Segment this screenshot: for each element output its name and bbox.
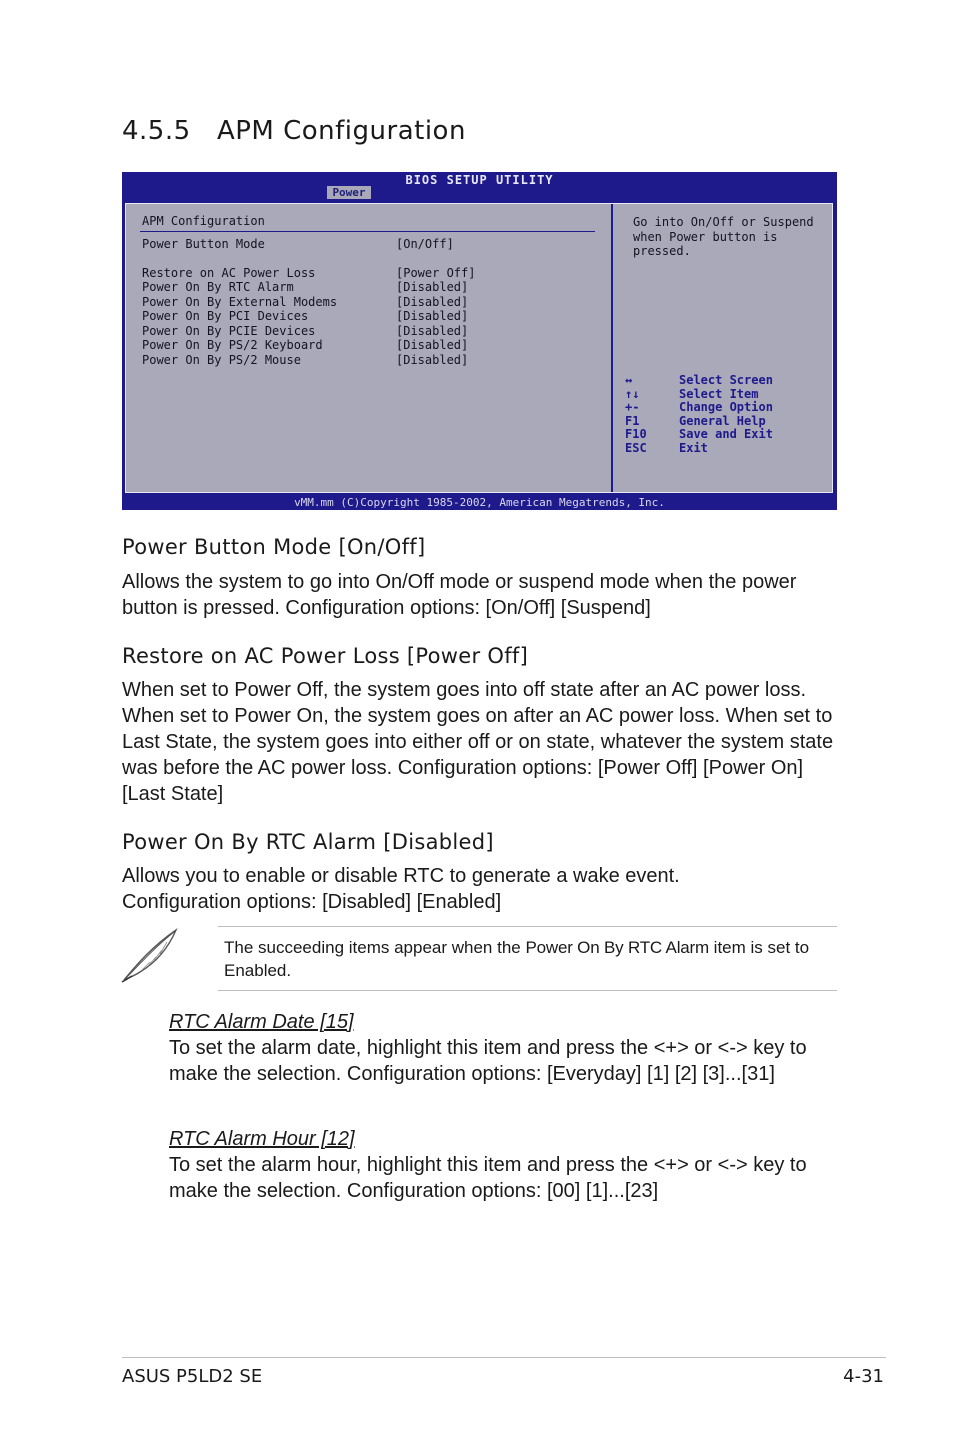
power-button-heading: Power Button Mode [On/Off] bbox=[122, 535, 426, 559]
bios-copyright: vMM.mm (C)Copyright 1985-2002, American Megatrends, Inc. bbox=[294, 496, 665, 509]
restore-ac-heading: Restore on AC Power Loss [Power Off] bbox=[122, 644, 529, 668]
note-text-before: The succeeding items appear when the bbox=[224, 938, 526, 957]
bios-help-pane bbox=[611, 204, 834, 492]
bios-setting-power-button-mode[interactable] bbox=[142, 237, 475, 252]
bios-setting-value: [Disabled] bbox=[396, 323, 469, 338]
bios-setting-label: Power On By PCIE Devices bbox=[142, 323, 316, 338]
power-button-body: Allows the system to go into On/Off mode or suspend mode when the power button is pressed. Configuration options: [On/Off] [Suspend] bbox=[122, 571, 797, 619]
rtc-date-title: RTC Alarm Date [15] bbox=[169, 1011, 354, 1033]
rtc-hour-block bbox=[169, 1126, 829, 1204]
bios-tab-power[interactable]: Power bbox=[327, 186, 371, 199]
bios-heading: APM Configuration bbox=[142, 214, 265, 228]
bios-key-symbol: +- bbox=[625, 400, 640, 414]
bios-key-symbol: F10 bbox=[625, 427, 647, 441]
bios-setting-value: [Disabled] bbox=[396, 309, 469, 323]
bios-key-action: General Help bbox=[679, 413, 766, 428]
bios-key-exit bbox=[625, 442, 773, 456]
bios-setting-label: Power On By PS/2 Mouse bbox=[142, 352, 301, 367]
bios-key-action: Select Item bbox=[679, 386, 759, 401]
bios-setting-pcie-devices[interactable] bbox=[142, 324, 475, 339]
bios-key-symbol: F1 bbox=[625, 413, 640, 428]
bios-key-select-item bbox=[625, 388, 773, 402]
restore-ac-body: When set to Power Off, the system goes into off state after an AC power loss. When set to Power On, the system goes on after an AC power loss. When set to Last State, the system goes into either off or on state, whatever the system state was before the AC power loss. Configuration options: [Power Off] [Power On] [Last State] bbox=[122, 679, 834, 805]
section-title-text: APM Configuration bbox=[216, 116, 466, 146]
bios-setting-ps2-keyboard[interactable] bbox=[142, 338, 475, 353]
bios-key-symbol: ↔ bbox=[625, 373, 633, 387]
rtc-date-block bbox=[169, 1009, 829, 1087]
rtc-alarm-body bbox=[122, 863, 842, 915]
bios-key-change-option bbox=[625, 401, 773, 415]
section-number: 4.5.5 bbox=[122, 116, 191, 146]
bios-setting-value: [Disabled] bbox=[396, 352, 469, 367]
rtc-date-body: To set the alarm date, highlight this item and press the <+> or <-> key to make the selection. Configuration options: [Everyday] [1] [2] [3]...[31] bbox=[169, 1037, 807, 1085]
rtc-alarm-body-line1: Allows you to enable or disable RTC to generate a wake event. bbox=[122, 865, 680, 887]
bios-setting-ps2-mouse[interactable] bbox=[142, 353, 475, 368]
bios-setting-external-modems[interactable] bbox=[142, 295, 475, 310]
bios-setting-label: Power On By External Modems bbox=[142, 294, 338, 309]
note-text bbox=[224, 936, 829, 982]
quill-pen-icon bbox=[120, 926, 180, 984]
section-title bbox=[122, 116, 466, 146]
bios-setting-label: Power Button Mode bbox=[142, 237, 265, 251]
footer-page-number: 4-31 bbox=[843, 1366, 884, 1387]
footer-product: ASUS P5LD2 SE bbox=[122, 1366, 263, 1387]
bios-settings-list bbox=[142, 237, 475, 367]
bios-key-action: Save and Exit bbox=[679, 427, 773, 441]
bios-main-panel bbox=[125, 203, 833, 493]
rtc-alarm-heading: Power On By RTC Alarm [Disabled] bbox=[122, 830, 494, 854]
bios-key-save-exit bbox=[625, 428, 773, 442]
bios-key-action: Select Screen bbox=[679, 373, 773, 387]
bios-key-action: Exit bbox=[679, 440, 708, 455]
bios-divider bbox=[140, 231, 595, 232]
bios-help-text: Go into On/Off or Suspend when Power button is pressed. bbox=[633, 215, 814, 258]
bios-setting-label: Power On By RTC Alarm bbox=[142, 280, 294, 294]
bios-key-action: Change Option bbox=[679, 400, 773, 414]
rtc-hour-title: RTC Alarm Hour [12] bbox=[169, 1128, 355, 1150]
rtc-hour-body: To set the alarm hour, highlight this item and press the <+> or <-> key to make the selection. Configuration options: [00] [1]...[23] bbox=[169, 1154, 807, 1202]
bios-key-general-help bbox=[625, 415, 773, 429]
bios-key-symbol: ESC bbox=[625, 440, 647, 455]
bios-key-select-screen bbox=[625, 374, 773, 388]
bios-setting-restore-ac[interactable] bbox=[142, 266, 475, 281]
bios-key-legend bbox=[625, 374, 773, 455]
bios-setting-value: [Power Off] bbox=[396, 265, 476, 280]
bios-setting-value: [Disabled] bbox=[396, 294, 469, 309]
bios-setting-value: [Disabled] bbox=[396, 338, 469, 352]
bios-settings-pane bbox=[126, 204, 610, 492]
bios-setting-label: Restore on AC Power Loss bbox=[142, 265, 316, 280]
footer-divider bbox=[122, 1357, 886, 1358]
bios-setting-label: Power On By PCI Devices bbox=[142, 309, 309, 323]
bios-title: BIOS SETUP UTILITY bbox=[405, 173, 554, 187]
bios-key-symbol: ↑↓ bbox=[625, 386, 640, 401]
rtc-alarm-body-line2: Configuration options: [Disabled] [Enabled] bbox=[122, 891, 502, 913]
bios-setting-label: Power On By PS/2 Keyboard bbox=[142, 338, 323, 352]
bios-screenshot bbox=[122, 172, 837, 510]
bios-setting-value: [Disabled] bbox=[396, 280, 469, 294]
note-text-emphasis: Power On By RTC Alarm bbox=[525, 938, 709, 957]
bios-setting-pci-devices[interactable] bbox=[142, 309, 475, 324]
note-text-after: item is set to Enabled. bbox=[224, 938, 810, 980]
note-box bbox=[218, 926, 837, 991]
bios-setting-value: [On/Off] bbox=[396, 237, 454, 251]
bios-setting-rtc-alarm[interactable] bbox=[142, 280, 475, 295]
